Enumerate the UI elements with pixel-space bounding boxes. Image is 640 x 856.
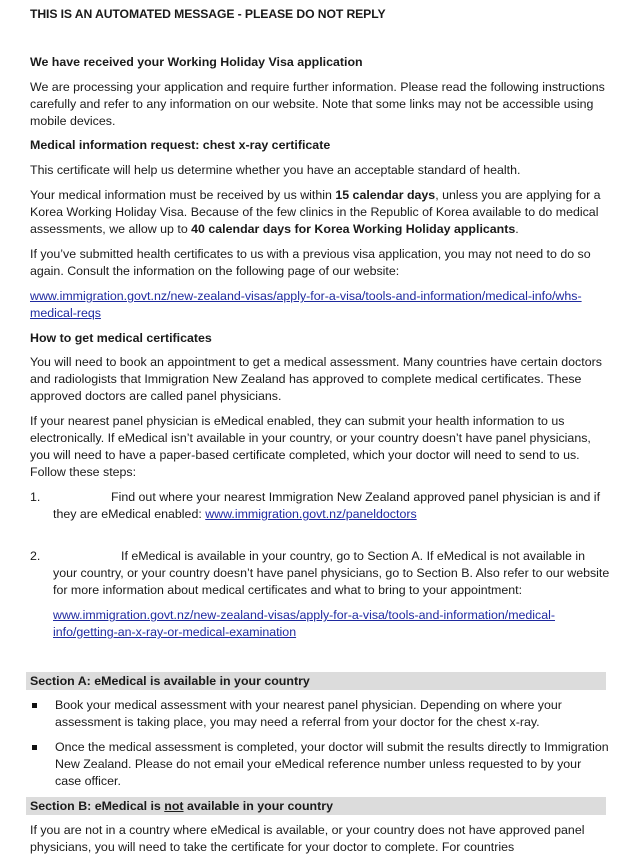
bullet-square-icon bbox=[32, 703, 37, 708]
step-2 bbox=[30, 548, 610, 641]
step-body: If eMedical is available in your country, go to Section A. If eMedical is not available in your country, or your country doesn’t have panel physicians, go to Section B. Also refer to our website for more information about medical certificates and what to bring to your appointment: bbox=[53, 549, 610, 597]
medical-request-p2 bbox=[30, 187, 610, 238]
bullet-square-icon bbox=[32, 745, 37, 750]
whs-medical-reqs-link[interactable]: www.immigration.govt.nz/new-zealand-visas/apply-for-a-visa/tools-and-information/medical-info/whs-medical-reqs bbox=[30, 289, 582, 320]
intro-title: We have received your Working Holiday Visa application bbox=[30, 55, 363, 69]
panel-doctors-link[interactable]: www.immigration.govt.nz/paneldoctors bbox=[205, 507, 417, 521]
step-1 bbox=[30, 489, 610, 523]
step-number: 2. bbox=[30, 549, 41, 563]
step-body bbox=[53, 489, 610, 523]
intro-paragraph: We are processing your application and require further information. Please read the following instructions carefully and refer to any information on our website. Note that some links may not be accessible using mobile devices. bbox=[30, 80, 605, 128]
step-link-wrap bbox=[53, 607, 610, 641]
bullet-text: Book your medical assessment with your nearest panel physician. Depending on where your assessment is taking place, you may need a referral from your doctor for the chest x-ray. bbox=[55, 698, 562, 729]
xray-examination-link[interactable]: www.immigration.govt.nz/new-zealand-visas/apply-for-a-visa/tools-and-information/medical-info/getting-an-x-ray-or-medical-examination bbox=[53, 608, 556, 639]
section-a-heading: Section A: eMedical is available in your country bbox=[26, 672, 606, 690]
heading-text-1: Section B: eMedical is bbox=[30, 799, 165, 813]
step-number: 1. bbox=[30, 490, 41, 504]
p2-text-2: , unless you are applying for a Korea Working Holiday Visa. Because of the few clinics in the Republic of Korea available to do medical assessments, we allow up to bbox=[30, 188, 601, 236]
bullet-text: Once the medical assessment is completed, your doctor will submit the results directly to Immigration New Zealand. Please do not email your eMedical reference number unless requested to by your case officer. bbox=[55, 740, 609, 788]
deadline-40-days: 40 calendar days for Korea Working Holiday applicants bbox=[191, 222, 516, 236]
p2-text-1: Your medical information must be received by us within bbox=[30, 188, 336, 202]
section-b-heading bbox=[26, 797, 606, 815]
how-to-heading: How to get medical certificates bbox=[30, 331, 212, 345]
heading-text-2: available in your country bbox=[183, 799, 333, 813]
automated-notice: THIS IS AN AUTOMATED MESSAGE - PLEASE DO NOT REPLY bbox=[30, 7, 386, 21]
p2-text-3: . bbox=[515, 222, 519, 236]
how-to-p2: If your nearest panel physician is eMedical enabled, they can submit your health information to us electronically. If eMedical isn’t available in your country, or your country doesn’t have panel physicians, you will need to have a paper-based certificate completed, which your doctor will need to send to us. Follow these steps: bbox=[30, 414, 591, 479]
medical-request-heading: Medical information request: chest x-ray certificate bbox=[30, 138, 331, 152]
heading-not-emphasis: not bbox=[164, 799, 184, 813]
section-a-bullet bbox=[30, 739, 610, 790]
medical-request-p3: If you’ve submitted health certificates to us with a previous visa application, you may not need to do so again. Consult the information on the following page of our website: bbox=[30, 247, 591, 278]
medical-reqs-link-wrap bbox=[30, 288, 610, 322]
deadline-15-days: 15 calendar days bbox=[335, 188, 436, 202]
section-b-paragraph: If you are not in a country where eMedical is available, or your country does not have approved panel physicians, you will need to take the certificate for your doctor to complete. For countries bbox=[30, 823, 585, 854]
section-a-bullet bbox=[30, 697, 610, 731]
step-text: Find out where your nearest Immigration New Zealand approved panel physician is and if they are eMedical enabled: bbox=[53, 490, 601, 521]
how-to-p1: You will need to book an appointment to get a medical assessment. Many countries have certain doctors and radiologists that Immigration New Zealand has approved to complete medical certificates. These approved doctors are called panel physicians. bbox=[30, 355, 602, 403]
medical-request-p1: This certificate will help us determine whether you have an acceptable standard of health. bbox=[30, 163, 521, 177]
